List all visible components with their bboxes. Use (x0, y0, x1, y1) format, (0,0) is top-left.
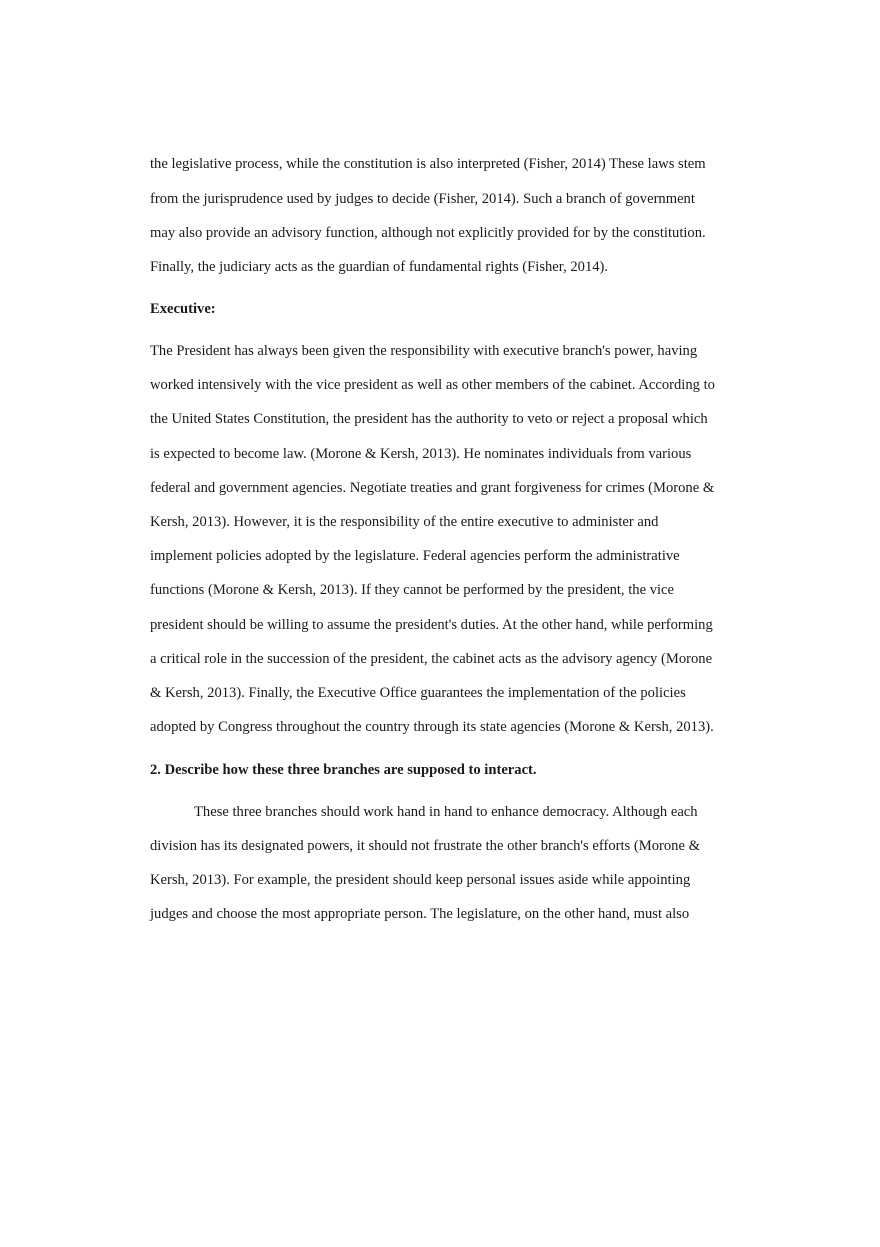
paragraph-3-line-4: judges and choose the most appropriate person. The legislature, on the other hand, must also (150, 906, 690, 922)
paragraph-2-line-9: president should be willing to assume the president's duties. At the other hand, while performing (150, 617, 713, 633)
paragraph-2-line-1: The President has always been given the responsibility with executive branch's power, having (150, 343, 698, 359)
paragraph-1-line-4: Finally, the judiciary acts as the guardian of fundamental rights (Fisher, 2014). (150, 259, 609, 275)
paragraph-2-line-5: federal and government agencies. Negotiate treaties and grant forgiveness for crimes (Morone & (150, 480, 715, 496)
heading-executive: Executive: (150, 301, 216, 317)
paragraph-1-line-2: from the jurisprudence used by judges to decide (Fisher, 2014). Such a branch of government (150, 191, 695, 207)
paragraph-1-line-3: may also provide an advisory function, although not explicitly provided for by the constitution. (150, 225, 706, 241)
paragraph-2-line-7: implement policies adopted by the legislature. Federal agencies perform the administrative (150, 548, 680, 564)
paragraph-2-line-12: adopted by Congress throughout the country through its state agencies (Morone & Kersh, 2013). (150, 719, 714, 735)
paragraph-3-line-3: Kersh, 2013). For example, the president should keep personal issues aside while appointing (150, 872, 691, 888)
paragraph-1-line-1: the legislative process, while the constitution is also interpreted (Fisher, 2014) These laws stem (150, 156, 706, 172)
heading-question-2: 2. Describe how these three branches are supposed to interact. (150, 762, 537, 778)
paragraph-2-line-11: & Kersh, 2013). Finally, the Executive Office guarantees the implementation of the policies (150, 685, 686, 701)
paragraph-2-line-6: Kersh, 2013). However, it is the responsibility of the entire executive to administer and (150, 514, 659, 530)
paragraph-2-line-8: functions (Morone & Kersh, 2013). If they cannot be performed by the president, the vice (150, 582, 674, 598)
paragraph-2-line-2: worked intensively with the vice president as well as other members of the cabinet. According to (150, 377, 715, 393)
paragraph-2-line-10: a critical role in the succession of the president, the cabinet acts as the advisory agency (Morone (150, 651, 713, 667)
paragraph-3-line-1: These three branches should work hand in hand to enhance democracy. Although each (194, 804, 698, 820)
paragraph-3-line-2: division has its designated powers, it should not frustrate the other branch's efforts (Morone & (150, 838, 700, 854)
paragraph-2-line-4: is expected to become law. (Morone & Kersh, 2013). He nominates individuals from various (150, 446, 692, 462)
paragraph-2-line-3: the United States Constitution, the president has the authority to veto or reject a proposal which (150, 411, 708, 427)
